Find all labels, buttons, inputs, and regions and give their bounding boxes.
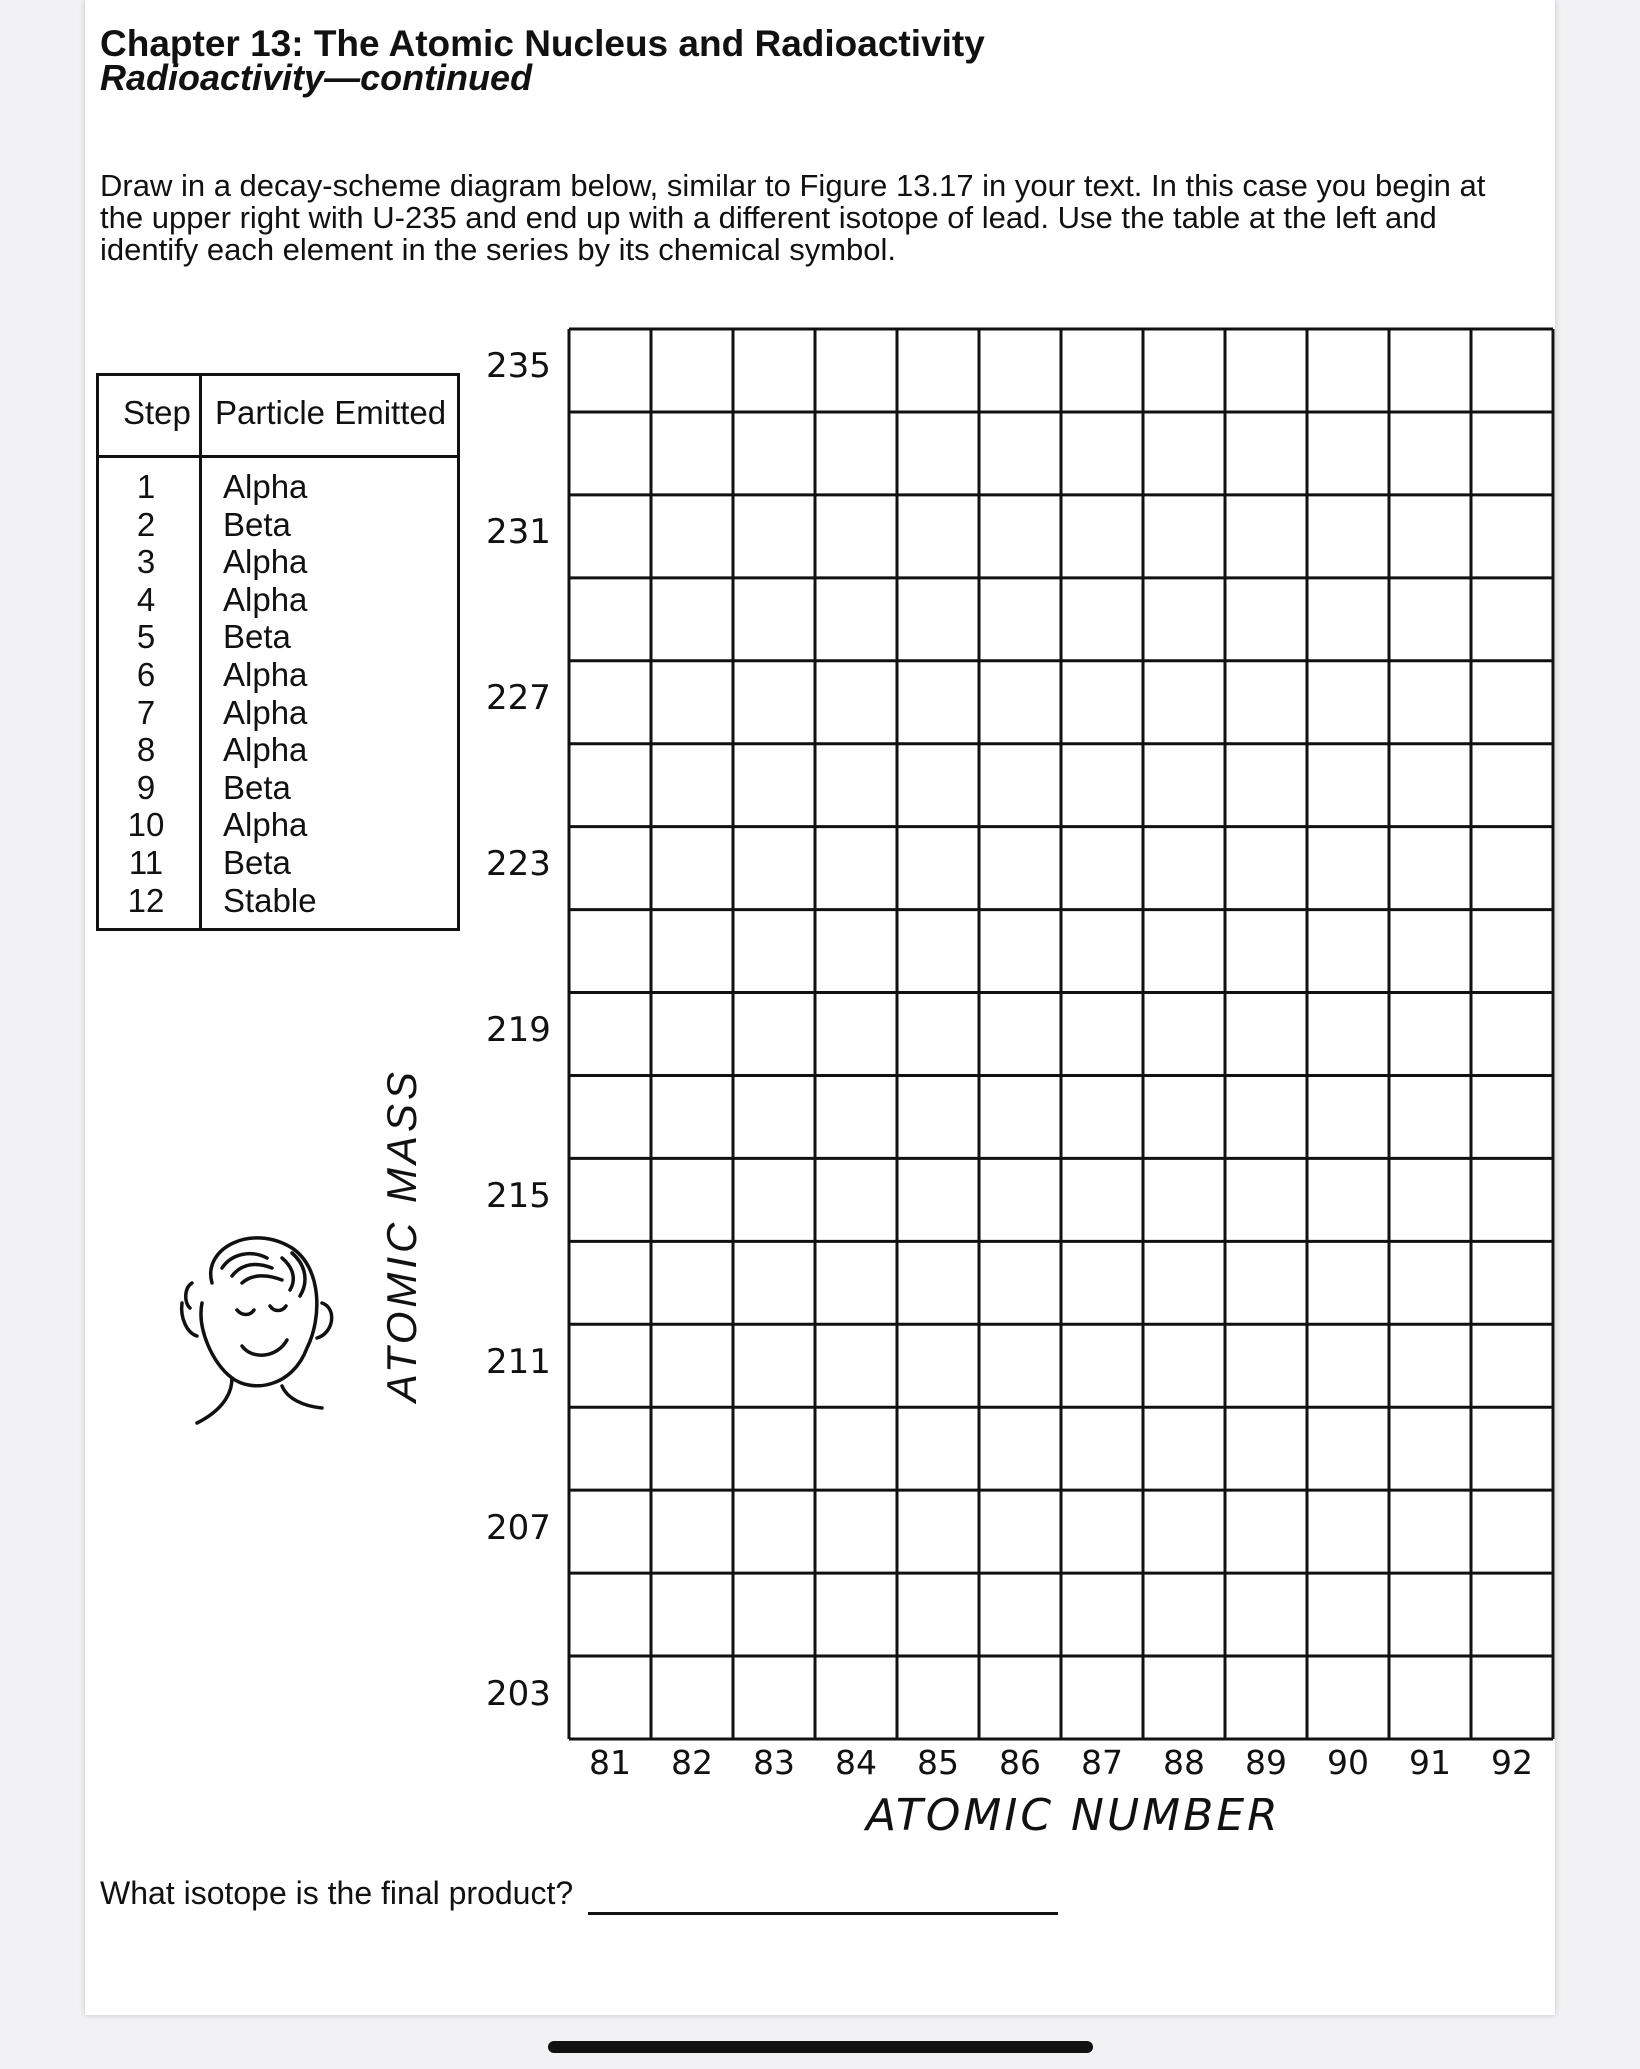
table-row: [99, 468, 457, 506]
atomic-number-tick: 83: [753, 1743, 795, 1782]
decay-steps-table: [96, 373, 460, 931]
particle-emitted: Beta: [223, 768, 291, 806]
step-number: 5: [136, 618, 156, 656]
step-number: 2: [136, 505, 156, 543]
atomic-mass-tick: 231: [486, 512, 551, 553]
step-number: 9: [136, 768, 156, 806]
instructions-text: Draw in a decay-scheme diagram below, similar to Figure 13.17 in your text. In this case you begin at the upper right with U-235 and end up with a different isotope of lead. Use the table at the left and identify each element in the series by its chemical symbol.: [100, 168, 1486, 267]
table-row: [99, 731, 457, 769]
particle-emitted: Alpha: [223, 468, 308, 505]
table-row: [99, 618, 457, 656]
atomic-number-tick: 86: [999, 1743, 1041, 1782]
atomic-mass-tick: 207: [486, 1507, 551, 1548]
table-row: [99, 581, 457, 619]
step-number: 4: [136, 580, 156, 618]
atomic-number-tick: 81: [589, 1743, 631, 1782]
atomic-number-tick: 85: [917, 1743, 959, 1782]
section-subtitle: Radioactivity—continued: [100, 57, 533, 98]
atomic-number-tick: 90: [1327, 1743, 1369, 1782]
step-number: 10: [127, 806, 165, 844]
table-row: [99, 656, 457, 694]
particle-emitted: Alpha: [223, 693, 308, 731]
chapter-title: Chapter 13: The Atomic Nucleus and Radioactivity: [100, 23, 985, 64]
atomic-number-tick: 92: [1491, 1743, 1533, 1782]
particle-emitted: Alpha: [223, 655, 308, 693]
particle-emitted: Alpha: [223, 806, 308, 844]
atomic-number-tick: 87: [1081, 1743, 1123, 1782]
particle-emitted: Beta: [223, 505, 291, 543]
step-number: 11: [128, 843, 164, 881]
x-axis-label: ATOMIC NUMBER: [866, 1790, 1281, 1841]
atomic-mass-tick: 211: [486, 1341, 551, 1382]
atomic-mass-tick: 223: [486, 844, 551, 885]
particle-emitted: Alpha: [223, 580, 308, 618]
step-number: 7: [136, 693, 156, 731]
header-particle: Particle Emitted: [215, 394, 447, 431]
table-row: [99, 769, 457, 807]
table-row: [99, 506, 457, 544]
step-number: 3: [136, 543, 156, 581]
atomic-number-tick: 84: [835, 1743, 877, 1782]
atomic-number-tick: 88: [1163, 1743, 1205, 1782]
particle-emitted: Beta: [223, 618, 291, 656]
atomic-mass-tick: 203: [486, 1673, 551, 1714]
table-row: [99, 543, 457, 581]
table-body: [99, 468, 457, 919]
step-number: 12: [127, 881, 165, 919]
final-product-question: What isotope is the final product?: [100, 1875, 574, 1911]
header-step: Step: [123, 394, 191, 431]
atomic-mass-tick: 227: [486, 678, 551, 719]
atomic-mass-tick: 235: [486, 346, 551, 387]
particle-emitted: Stable: [223, 881, 317, 919]
home-indicator[interactable]: [548, 2041, 1093, 2053]
atomic-number-tick: 91: [1409, 1743, 1451, 1782]
decay-grid[interactable]: [566, 326, 1556, 1746]
table-row: [99, 806, 457, 844]
atomic-number-tick: 89: [1245, 1743, 1287, 1782]
particle-emitted: Beta: [223, 843, 291, 881]
final-product-answer-line[interactable]: [588, 1912, 1058, 1915]
table-row: [99, 882, 457, 920]
step-number: 1: [136, 468, 156, 505]
table-row: [99, 844, 457, 882]
atomic-mass-tick: 219: [486, 1010, 551, 1050]
particle-emitted: Alpha: [223, 731, 308, 769]
particle-emitted: Alpha: [223, 543, 308, 581]
atomic-mass-tick: 215: [486, 1175, 551, 1216]
step-number: 6: [136, 655, 156, 693]
table-row: [99, 694, 457, 732]
step-number: 8: [136, 731, 156, 769]
table-header: [99, 376, 457, 458]
atomic-number-tick: 82: [671, 1743, 713, 1782]
smiling-face-icon: [172, 1228, 352, 1468]
